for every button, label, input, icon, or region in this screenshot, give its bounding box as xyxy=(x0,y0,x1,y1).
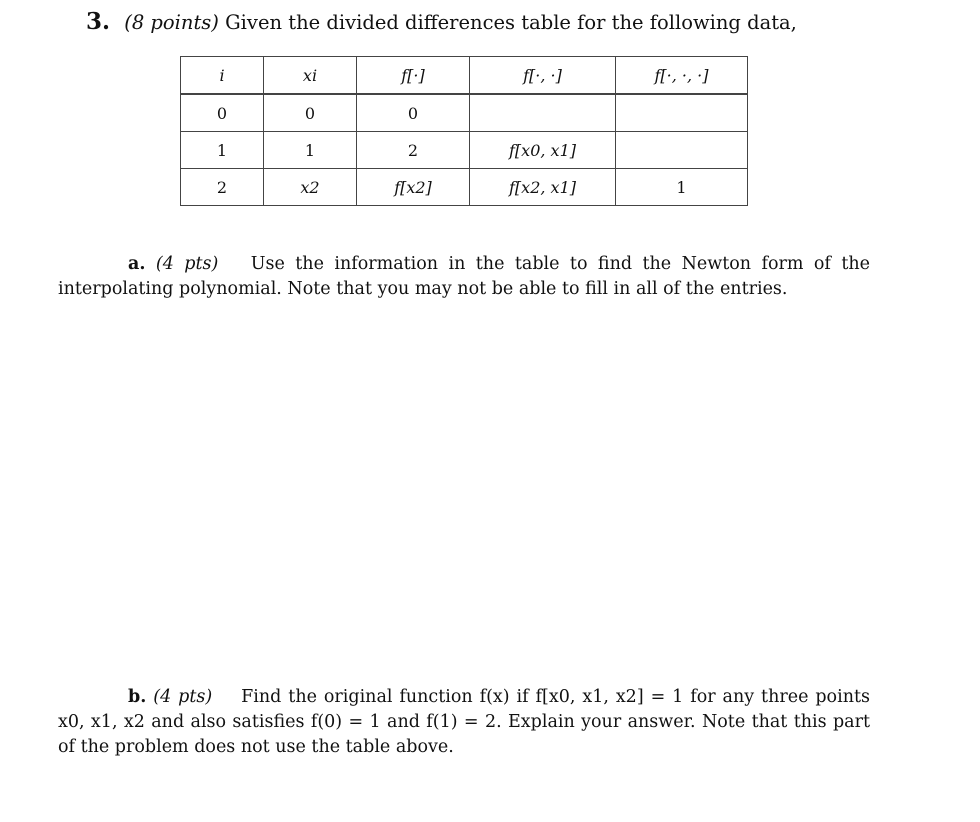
cell: 1 xyxy=(181,132,264,169)
cell: 2 xyxy=(357,132,470,169)
cell: 1 xyxy=(264,132,357,169)
cell xyxy=(470,94,616,132)
part-b-text: Find the original function f(x) if f[x0, x1, x2] = 1 for any three points x0, x1, x2 and also satisfies f(0) = 1 and f(1) = 2. Explain your answer. Note that this part of the problem does not use the table above. xyxy=(58,687,870,757)
cell: f[x0, x1] xyxy=(470,132,616,169)
header-f0: f[·] xyxy=(357,57,470,95)
problem-number: 3. xyxy=(86,8,111,35)
part-a-label: a. xyxy=(128,254,146,274)
problem-statement: Given the divided differences table for the following data, xyxy=(225,11,797,34)
header-xi: xi xyxy=(264,57,357,95)
header-f2: f[·, ·, ·] xyxy=(616,57,748,95)
table-header-row xyxy=(181,57,748,95)
cell: 0 xyxy=(264,94,357,132)
cell: f[x2] xyxy=(357,169,470,206)
table-row xyxy=(181,94,748,132)
cell: 2 xyxy=(181,169,264,206)
table-row xyxy=(181,132,748,169)
header-i: i xyxy=(181,57,264,95)
cell xyxy=(616,94,748,132)
header-f1: f[·, ·] xyxy=(470,57,616,95)
part-a-points: (4 pts) xyxy=(155,254,219,274)
part-a xyxy=(58,252,870,302)
part-b xyxy=(58,685,870,760)
cell: 0 xyxy=(181,94,264,132)
part-b-points: (4 pts) xyxy=(153,687,213,707)
cell xyxy=(616,132,748,169)
cell: f[x2, x1] xyxy=(470,169,616,206)
divided-differences-table xyxy=(180,56,748,206)
problem-points: (8 points) xyxy=(124,11,219,34)
cell: 0 xyxy=(357,94,470,132)
problem-header xyxy=(86,8,797,35)
part-b-label: b. xyxy=(128,687,147,707)
part-a-text: Use the information in the table to find the Newton form of the interpolating polynomial. Note that you may not be able to fill in all of the entries. xyxy=(58,254,870,299)
cell: x2 xyxy=(264,169,357,206)
table-row xyxy=(181,169,748,206)
cell: 1 xyxy=(616,169,748,206)
